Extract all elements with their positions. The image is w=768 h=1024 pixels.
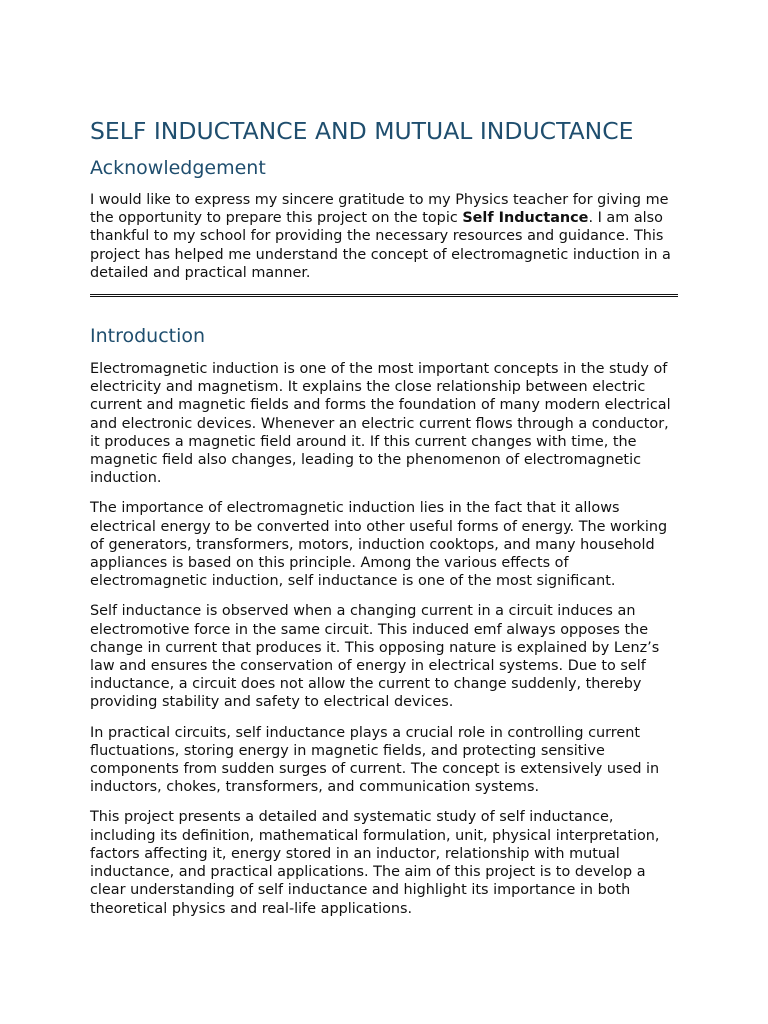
acknowledgement-text-end: . I am also thankful to my school for providing the necessary resources and guidance. This project has helped me understand the concept of electromagnetic induction in a detailed and practical manner.	[90, 210, 671, 281]
introduction-paragraph-5: This project presents a detailed and systematic study of self inductance, including its definition, mathematical formulation, unit, physical interpretation, factors affecting it, energy stored in an inductor, relationship with mutual inductance, and practical applications. The aim of this project is to develop a clear understanding of self inductance and highlight its importance in both theoretical physics and real-life applications.	[90, 809, 660, 917]
introduction-heading: Introduction	[90, 325, 206, 348]
introduction-paragraph-4: In practical circuits, self inductance plays a crucial role in controlling current fluctuations, storing energy in magnetic fields, and protecting sensitive components from sudden surges of current. The concept is extensively used in inductors, chokes, transformers, and communication systems.	[90, 724, 660, 796]
acknowledgement-paragraph	[90, 191, 680, 282]
section-divider	[90, 294, 678, 297]
acknowledgement-topic-bold: Self Inductance	[462, 210, 589, 227]
introduction-paragraph-2: The importance of electromagnetic induction lies in the fact that it allows electrical energy to be converted into other useful forms of energy. The working of generators, transformers, motors, induction cooktops, and many household appliances is based on this principle. Among the various effects of electromagnetic induction, self inductance is one of the most significant.	[90, 500, 668, 590]
acknowledgement-text-start: I would like to express my sincere gratitude to my Physics teacher for giving me the opportunity to prepare this project on the topic	[90, 192, 669, 227]
document-title: SELF INDUCTANCE AND MUTUAL INDUCTANCE	[90, 117, 634, 145]
document-page	[90, 113, 680, 918]
introduction-paragraph-1: Electromagnetic induction is one of the most important concepts in the study of electricity and magnetism. It explains the close relationship between electric current and magnetic fields and forms the foundation of many modern electrical and electronic devices. Whenever an electric current flows through a conductor, it produces a magnetic field around it. If this current changes with time, the magnetic field also changes, leading to the phenomenon of electromagnetic induction.	[90, 361, 671, 487]
introduction-paragraph-3: Self inductance is observed when a changing current in a circuit induces an electromotive force in the same circuit. This induced emf always opposes the change in current that produces it. This opposing nature is explained by Lenz’s law and ensures the conservation of energy in electrical systems. Due to self inductance, a circuit does not allow the current to change suddenly, thereby providing stability and safety to electrical devices.	[90, 603, 660, 711]
acknowledgement-heading: Acknowledgement	[90, 157, 266, 179]
